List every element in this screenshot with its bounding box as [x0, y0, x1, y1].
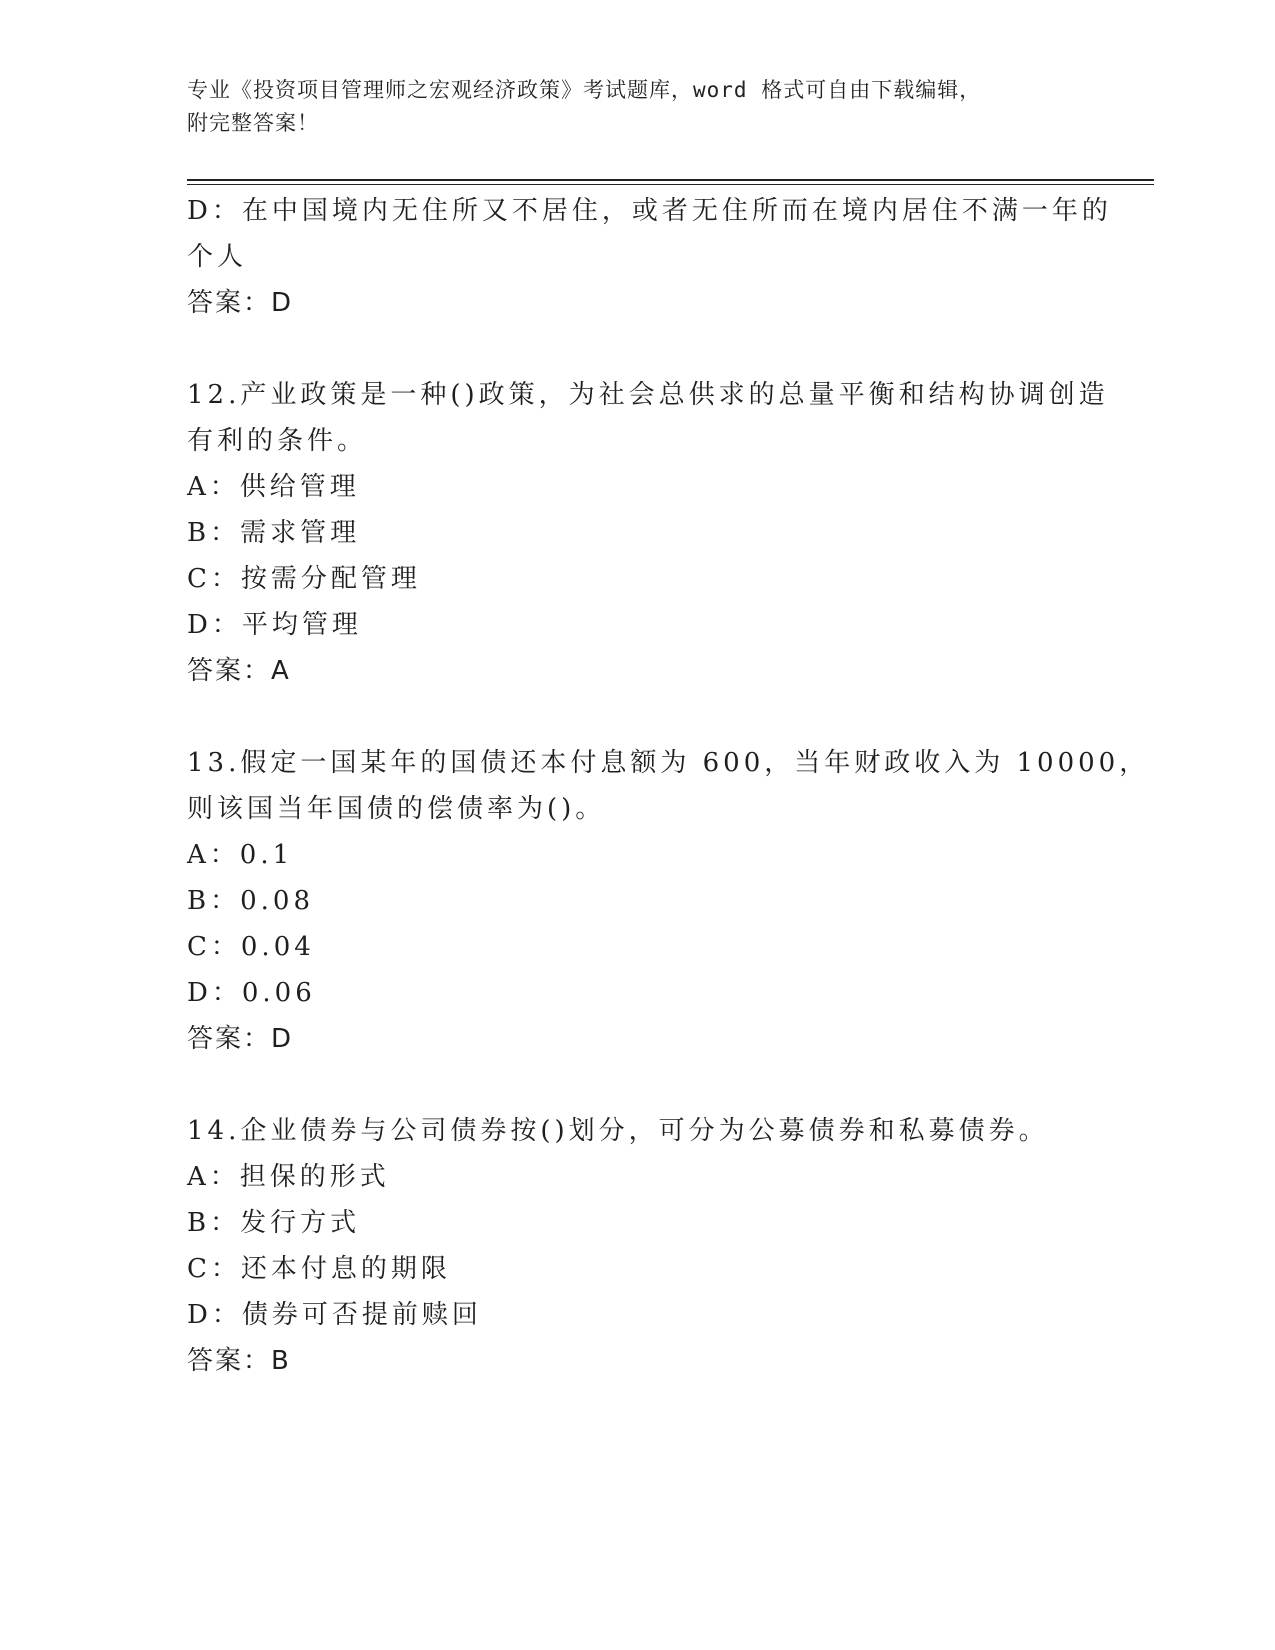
option-a: A：0.1 — [187, 840, 294, 870]
option-c: C：0.04 — [187, 932, 315, 962]
option-d: D：0.06 — [187, 978, 316, 1008]
answer-line: 答案：B — [187, 1346, 291, 1376]
header-divider-thick — [187, 179, 1154, 181]
question-14 — [187, 1108, 1087, 1384]
option-d: D：债券可否提前赎回 — [187, 1300, 482, 1330]
header-divider-thin — [187, 184, 1154, 185]
answer-line: 答案：D — [187, 1024, 294, 1054]
question-stem: 12.产业政策是一种()政策，为社会总供求的总量平衡和结构协调创造 — [187, 380, 1109, 410]
option-a: A：担保的形式 — [187, 1162, 390, 1192]
spacer — [187, 1062, 1087, 1108]
question-stem-continued: 有利的条件。 — [187, 426, 368, 456]
question-stem: 14.企业债券与公司债券按()划分，可分为公募债券和私募债券。 — [187, 1116, 1049, 1146]
option-d: D：在中国境内无住所又不居住，或者无住所而在境内居住不满一年的 — [187, 196, 1112, 226]
question-12 — [187, 372, 1109, 694]
answer-line: 答案：A — [187, 656, 291, 686]
option-b: B：0.08 — [187, 886, 314, 916]
option-d-continued: 个人 — [187, 242, 248, 272]
option-b: B：需求管理 — [187, 518, 361, 548]
option-c: C：还本付息的期限 — [187, 1254, 451, 1284]
document-header — [187, 74, 1087, 140]
option-d: D：平均管理 — [187, 610, 362, 640]
header-line-1: 专业《投资项目管理师之宏观经济政策》考试题库，word 格式可自由下载编辑， — [187, 78, 982, 102]
option-c: C：按需分配管理 — [187, 564, 421, 594]
question-stem: 13.假定一国某年的国债还本付息额为 600，当年财政收入为 10000， — [187, 748, 1150, 778]
option-b: B：发行方式 — [187, 1208, 361, 1238]
question-list — [187, 188, 1150, 1384]
previous-question-tail — [187, 188, 1112, 326]
question-13 — [187, 740, 1150, 1062]
answer-line: 答案：D — [187, 288, 294, 318]
question-stem-continued: 则该国当年国债的偿债率为()。 — [187, 794, 606, 824]
header-line-2: 附完整答案！ — [187, 111, 319, 135]
spacer — [187, 326, 1087, 372]
option-a: A：供给管理 — [187, 472, 360, 502]
spacer — [187, 694, 1087, 740]
